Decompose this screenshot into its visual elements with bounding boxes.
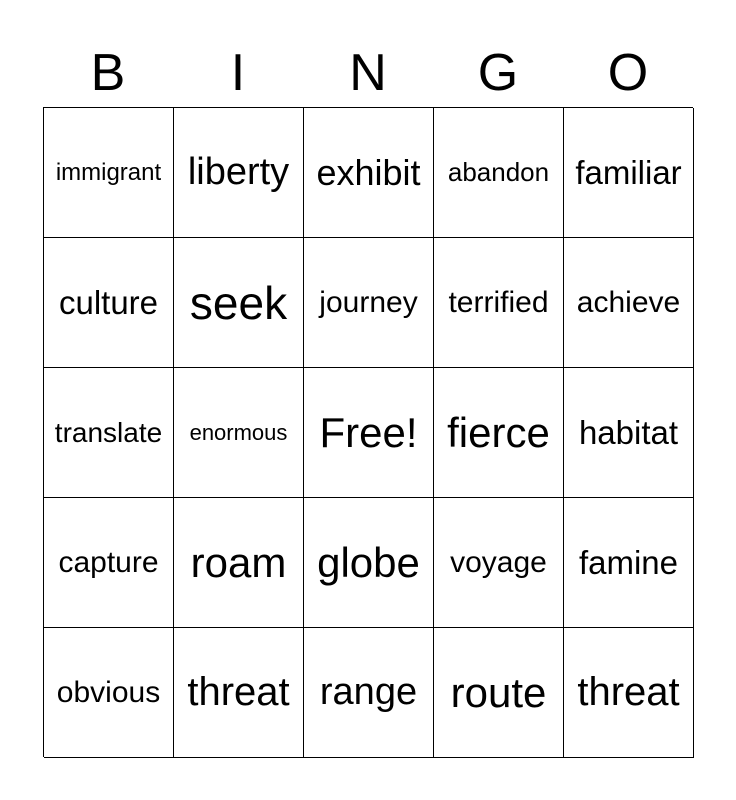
- bingo-cell[interactable]: journey: [304, 238, 434, 368]
- header-letter-g: G: [477, 44, 519, 102]
- bingo-board: [43, 107, 693, 757]
- bingo-cell[interactable]: immigrant: [44, 108, 174, 238]
- bingo-cell[interactable]: terrified: [434, 238, 564, 368]
- bingo-cell[interactable]: famine: [564, 498, 694, 628]
- header-letter-b: B: [90, 44, 126, 102]
- bingo-header: [43, 38, 693, 108]
- header-letter-o: O: [607, 44, 649, 102]
- bingo-cell[interactable]: threat: [564, 628, 694, 758]
- bingo-cell[interactable]: capture: [44, 498, 174, 628]
- bingo-cell[interactable]: enormous: [174, 368, 304, 498]
- bingo-cell[interactable]: liberty: [174, 108, 304, 238]
- bingo-cell[interactable]: globe: [304, 498, 434, 628]
- bingo-cell[interactable]: abandon: [434, 108, 564, 238]
- bingo-cell[interactable]: route: [434, 628, 564, 758]
- bingo-cell[interactable]: achieve: [564, 238, 694, 368]
- bingo-cell[interactable]: threat: [174, 628, 304, 758]
- bingo-cell[interactable]: seek: [174, 238, 304, 368]
- header-letter-n: N: [349, 44, 387, 102]
- bingo-cell[interactable]: roam: [174, 498, 304, 628]
- free-space-cell[interactable]: Free!: [304, 368, 434, 498]
- bingo-cell[interactable]: habitat: [564, 368, 694, 498]
- bingo-cell[interactable]: exhibit: [304, 108, 434, 238]
- header-letter-i: I: [230, 44, 246, 102]
- bingo-cell[interactable]: range: [304, 628, 434, 758]
- bingo-cell[interactable]: familiar: [564, 108, 694, 238]
- bingo-cell[interactable]: voyage: [434, 498, 564, 628]
- bingo-cell[interactable]: culture: [44, 238, 174, 368]
- bingo-cell[interactable]: translate: [44, 368, 174, 498]
- bingo-cell[interactable]: obvious: [44, 628, 174, 758]
- bingo-cell[interactable]: fierce: [434, 368, 564, 498]
